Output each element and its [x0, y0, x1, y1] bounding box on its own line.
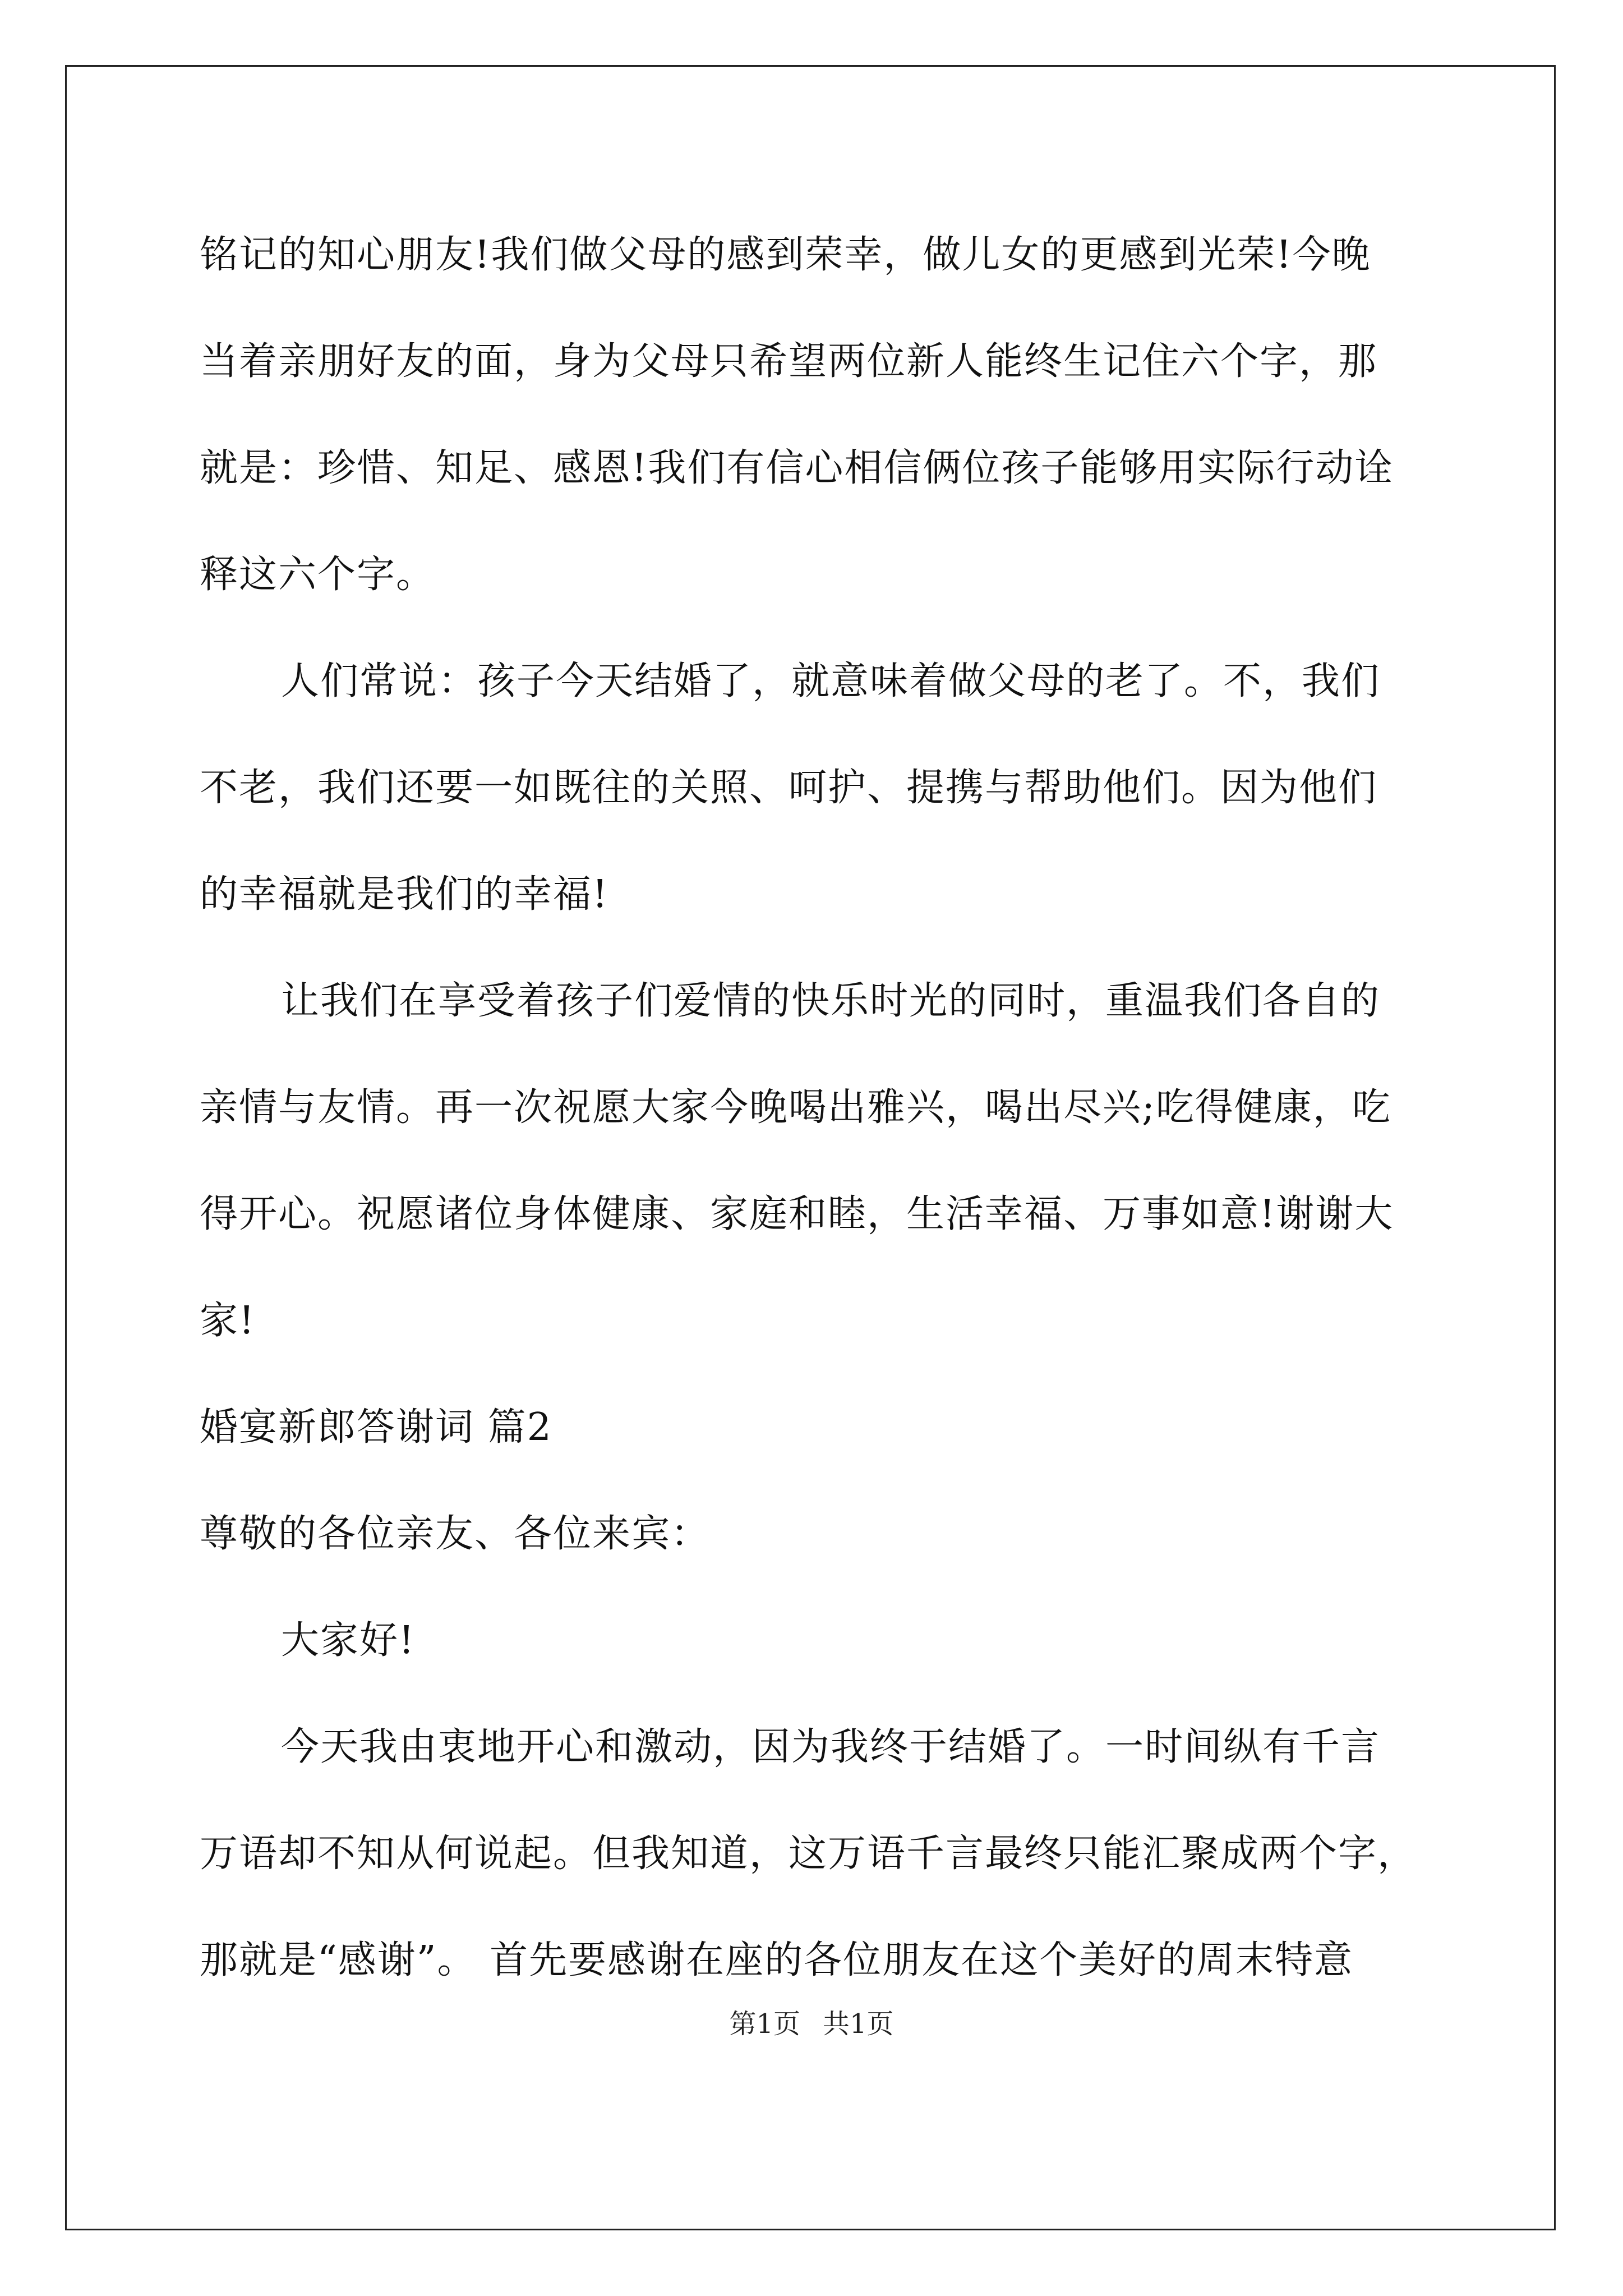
text-line-3: 就是：珍惜、知足、感恩!我们有信心相信俩位孩子能够用实际行动诠 [200, 446, 1394, 490]
text-line-10: 得开心。祝愿诸位身体健康、家庭和睦，生活幸福、万事如意!谢谢大 [200, 1192, 1394, 1236]
text-line-5: 人们常说：孩子今天结婚了，就意味着做父母的老了。不，我们 [281, 659, 1381, 703]
text-line-4: 释这六个字。 [200, 553, 436, 597]
text-line-6: 不老，我们还要一如既往的关照、呵护、提携与帮助他们。因为他们 [200, 766, 1378, 810]
page-footer [0, 2007, 1623, 2041]
page-number: 第1页 [729, 2008, 800, 2040]
page-total: 共1页 [823, 2008, 894, 2040]
text-line-1: 铭记的知心朋友!我们做父母的感到荣幸，做儿女的更感到光荣!今晚 [200, 233, 1371, 277]
salutation: 尊敬的各位亲友、各位来宾： [200, 1512, 711, 1556]
text-line-2: 当着亲朋好友的面，身为父母只希望两位新人能终生记住六个字，那 [200, 339, 1378, 384]
text-line-17: 那就是“感谢”。 首先要感谢在座的各位朋友在这个美好的周末特意 [200, 1938, 1354, 1982]
text-line-16: 万语却不知从何说起。但我知道，这万语千言最终只能汇聚成两个字， [200, 1832, 1417, 1876]
document-body [200, 202, 1433, 2014]
greeting: 大家好! [281, 1618, 416, 1663]
text-line-15: 今天我由衷地开心和激动，因为我终于结婚了。一时间纵有千言 [281, 1725, 1381, 1769]
text-line-9: 亲情与友情。再一次祝愿大家今晚喝出雅兴，喝出尽兴;吃得健康，吃 [200, 1085, 1391, 1130]
section-heading: 婚宴新郎答谢词 篇2 [200, 1405, 552, 1450]
text-line-11: 家! [200, 1299, 256, 1343]
text-line-8: 让我们在享受着孩子们爱情的快乐时光的同时，重温我们各自的 [281, 979, 1381, 1023]
text-line-7: 的幸福就是我们的幸福! [200, 872, 609, 917]
